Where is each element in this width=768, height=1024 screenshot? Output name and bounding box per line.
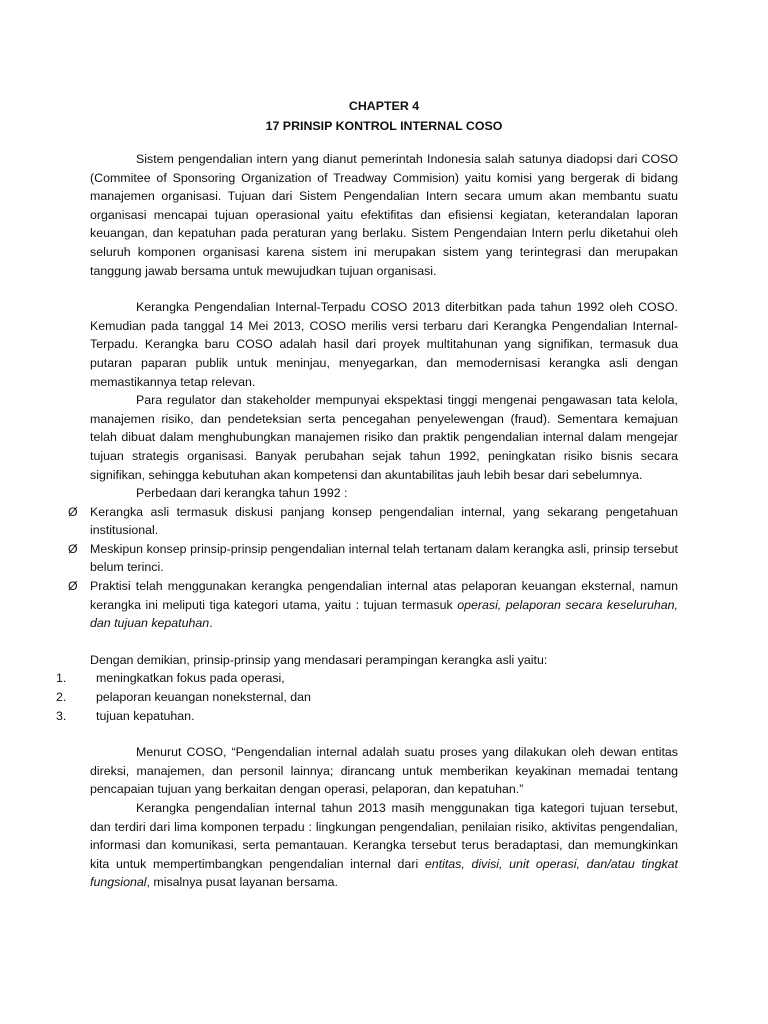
paragraph-differences-heading: Perbedaan dari kerangka tahun 1992 : — [136, 486, 348, 501]
list-item — [68, 540, 678, 577]
bullet-arrow-icon: Ø — [68, 579, 78, 594]
paragraph-intro: Sistem pengendalian intern yang dianut pemerintah Indonesia salah satunya diadopsi dari COSO (Commitee of Sponsoring Organization of Treadway Commision) yaitu komisi yang bergerak di bidang manajemen organisasi. Tujuan dari Sistem Pengendalian Intern secara umum akan membantu suatu organisasi mencapai tujuan operasional yaitu efektifitas dan efisiensi kegiatan, keterandalan laporan keuangan, dan kepatuhan pada peraturan yang berlaku. Sistem Pengendaian Intern perlu diketahui oleh seluruh komponen organisasi karena sistem ini merupakan sistem yang terintegrasi dan merupakan tanggung jawab bersama untuk mewujudkan tujuan organisasi. — [90, 152, 678, 278]
paragraph-five-components — [90, 799, 678, 892]
paragraph-text: Kerangka pengendalian internal tahun 2013 masih menggunakan tiga kategori tujuan tersebut, dan terdiri dari lima komponen terpadu : lingkungan pengendalian, penilaian risiko, aktivitas pengendalian, informasi dan komunikasi, serta pemantauan. Kerangka tersebut terus beradaptasi, dan memungkinkan kita untuk mempertimbangkan pengendalian internal dari — [90, 801, 678, 871]
list-item — [68, 503, 678, 540]
bullet-arrow-icon: Ø — [68, 504, 78, 519]
list-item-text: tujuan kepatuhan. — [96, 708, 195, 723]
list-item-text: Praktisi telah menggunakan kerangka pengendalian internal atas pelaporan keuangan eksternal, namun kerangka ini meliputi tiga kategori utama, yaitu : tujuan termasuk — [90, 579, 678, 612]
paragraph-emphasis: entitas, divisi, unit operasi, dan/atau tingkat fungsional — [90, 856, 678, 890]
principles-list — [56, 669, 678, 725]
list-number: 1. — [56, 671, 67, 686]
list-item — [68, 577, 678, 633]
list-item-text: Kerangka asli termasuk diskusi panjang konsep pengendalian internal, yang sekarang pengetahuan institusional. — [90, 504, 678, 538]
chapter-label: CHAPTER 4 — [348, 99, 420, 113]
list-number: 2. — [56, 690, 67, 705]
page-title: 17 PRINSIP KONTROL INTERNAL COSO — [265, 119, 503, 133]
list-item-text: meningkatkan fokus pada operasi, — [96, 671, 285, 686]
paragraph-regulators: Para regulator dan stakeholder mempunyai ekspektasi tinggi mengenai pengawasan tata kelola, manajemen risiko, dan pendeteksian serta pencegahan penyelewengan (fraud). Sementara kemajuan telah dibuat dalam menghubungkan manajemen risiko dan praktik pengendalian internal dalam mengejar tujuan strategis organisasi. Banyak perubahan sejak tahun 1992, peningkatan risiko bisnis secara signifikan, sehingga kebutuhan akan kompetensi dan akuntabilitas jauh lebih besar dari sebelumnya. — [90, 393, 678, 482]
list-item-text: Meskipun konsep prinsip-prinsip pengendalian internal telah tertanam dalam kerangka asli, prinsip tersebut belum terinci. — [90, 541, 678, 575]
paragraph-coso-definition: Menurut COSO, “Pengendalian internal adalah suatu proses yang dilakukan oleh dewan entitas direksi, manajemen, dan personil lainnya; dirancang untuk memberikan keyakinan memadai tentang pencapaian tujuan yang berkaitan dengan operasi, pelaporan, dan kepatuhan.” — [90, 745, 678, 797]
list-item-end: . — [209, 616, 213, 631]
paragraph-end: , misalnya pusat layanan bersama. — [146, 875, 338, 890]
paragraph-streamlining: Dengan demikian, prinsip-prinsip yang mendasari perampingan kerangka asli yaitu: — [90, 652, 548, 667]
bullet-arrow-icon: Ø — [68, 541, 78, 556]
list-item-text: pelaporan keuangan noneksternal, dan — [96, 690, 311, 705]
paragraph-framework-2013: Kerangka Pengendalian Internal-Terpadu COSO 2013 diterbitkan pada tahun 1992 oleh COSO. Kemudian pada tanggal 14 Mei 2013, COSO merilis versi terbaru dari Kerangka Pengendalian Internal-Terpadu. Kerangka baru COSO adalah hasil dari proyek multitahunan yang signifikan, termasuk dua putaran paparan publik untuk meninjau, menyegarkan, dan memodernisasi kerangka asli dengan memastikannya tetap relevan. — [90, 300, 678, 389]
differences-list — [68, 503, 678, 633]
list-item — [56, 707, 678, 726]
list-item-emphasis: operasi, pelaporan secara keseluruhan, dan tujuan kepatuhan — [90, 597, 678, 631]
list-number: 3. — [56, 708, 67, 723]
list-item — [56, 688, 678, 707]
list-item — [56, 669, 678, 688]
